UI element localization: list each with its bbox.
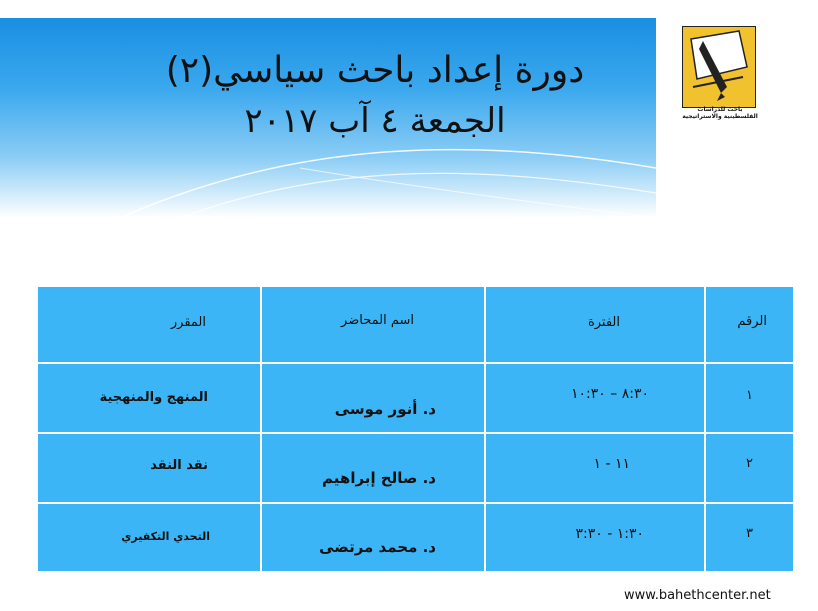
row2-lecturer-cell xyxy=(261,433,485,503)
page-date: الجمعة ٤ آب ٢٠١٧ xyxy=(244,101,506,141)
row3-course: التحدي التكفيري xyxy=(121,530,210,543)
row1-number-cell xyxy=(705,363,794,433)
center-logo xyxy=(660,18,818,120)
row1-lecturer-cell xyxy=(261,363,485,433)
header-cell-course xyxy=(37,286,261,363)
header-banner xyxy=(0,18,656,218)
header-course: المقرر xyxy=(170,315,206,330)
row1-lecturer: د. أنور موسى xyxy=(334,400,436,418)
row1-number: ١ xyxy=(746,388,753,403)
schedule-table xyxy=(36,285,795,573)
row2-period: ١١ - ١ xyxy=(593,456,630,472)
header-period: الفترة xyxy=(587,315,620,330)
row3-period: ١:٣٠ - ٣:٣٠ xyxy=(575,526,644,542)
logo-emblem xyxy=(682,26,756,108)
row3-period-cell xyxy=(485,503,705,572)
header-lecturer: اسم المحاضر xyxy=(341,313,414,328)
row2-number: ٢ xyxy=(746,456,753,471)
row2-course-cell xyxy=(37,433,261,503)
row2-number-cell xyxy=(705,433,794,503)
header-cell-period xyxy=(485,286,705,363)
pen-icon xyxy=(683,27,755,107)
row3-number: ٣ xyxy=(746,526,753,541)
row3-lecturer-cell xyxy=(261,503,485,572)
row3-course-cell xyxy=(37,503,261,572)
row1-period-cell xyxy=(485,363,705,433)
page-title: دورة إعداد باحث سياسي(٢) xyxy=(165,50,585,91)
header-cell-lecturer xyxy=(261,286,485,363)
logo-text: باحث للدراسات الفلسطينية والاستراتيجية xyxy=(682,106,758,120)
footer-url[interactable]: www.bahethcenter.net xyxy=(624,588,771,603)
header-cell-number xyxy=(705,286,794,363)
row2-lecturer: د. صالح إبراهيم xyxy=(322,469,436,487)
row2-course: نقد النقد xyxy=(150,458,208,473)
row3-lecturer: د. محمد مرتضى xyxy=(319,538,436,556)
row1-period: ٨:٣٠ – ١٠:٣٠ xyxy=(571,386,649,402)
header-number: الرقم xyxy=(737,314,767,329)
row2-period-cell xyxy=(485,433,705,503)
row1-course-cell xyxy=(37,363,261,433)
row1-course: المنهج والمنهجية xyxy=(99,390,208,405)
row3-number-cell xyxy=(705,503,794,572)
